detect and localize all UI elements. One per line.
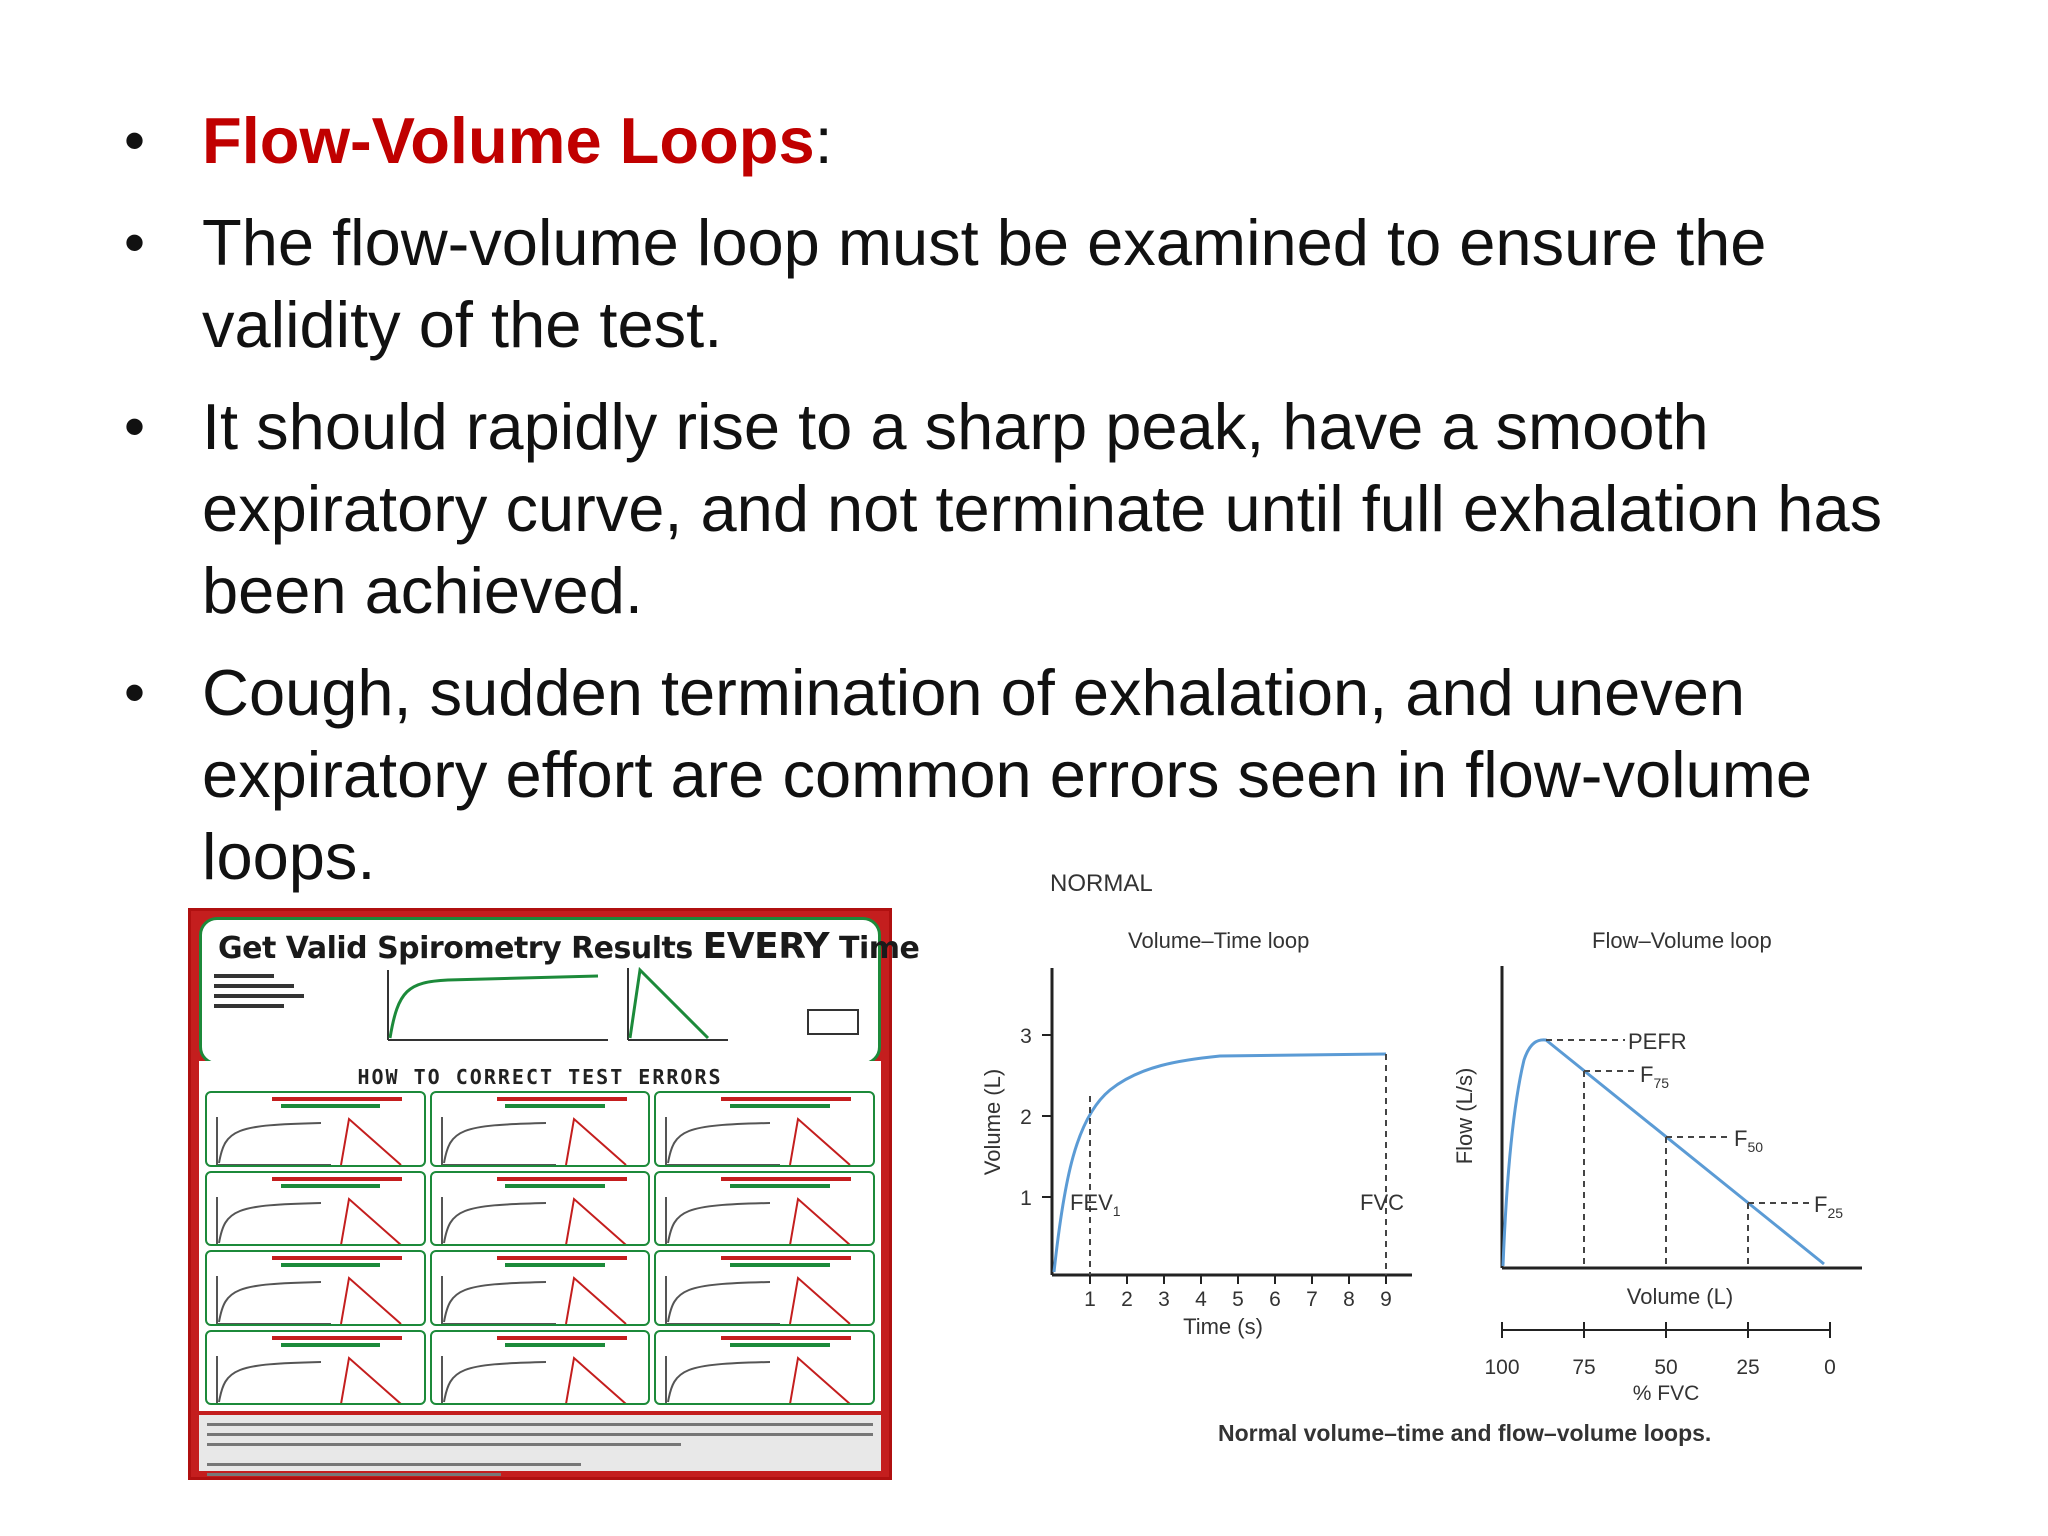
- figure-heading: NORMAL: [1050, 870, 1153, 897]
- y-tick-1: 1: [1020, 1187, 1032, 1210]
- normal-loops-figure: [960, 860, 1960, 1420]
- flow-volume-curve: [1503, 1040, 1824, 1266]
- bullet-item: [120, 386, 1980, 632]
- bullet-marker: •: [124, 393, 146, 460]
- poster-title: Get Valid Spirometry Results EVERY Time: [218, 926, 920, 967]
- bullet-list: [120, 100, 1980, 918]
- error-cell: [430, 1330, 651, 1406]
- poster-header-graphics: [208, 960, 868, 1060]
- bullet-text: Cough, sudden termination of exhalation, and uneven expiratory effort are common errors seen in flow-volume loops.: [202, 656, 1812, 893]
- error-cell: [205, 1091, 426, 1167]
- error-cell: [430, 1250, 651, 1326]
- fvc-label: FVC: [1360, 1190, 1404, 1215]
- flow-volume-title: Flow–Volume loop: [1592, 928, 1772, 953]
- x-tick-4: 4: [1195, 1288, 1207, 1311]
- x-tick-8: 8: [1343, 1288, 1355, 1311]
- spirometry-poster: [188, 908, 920, 1480]
- bullet-marker: •: [124, 107, 146, 174]
- heading-colon: :: [814, 104, 833, 177]
- section-heading: Flow-Volume Loops: [202, 104, 815, 177]
- x-tick-6: 6: [1269, 1288, 1281, 1311]
- error-cell: [205, 1330, 426, 1406]
- volume-time-xlabel: Time (s): [1183, 1314, 1263, 1339]
- bullet-marker: •: [124, 209, 146, 276]
- bullet-text: It should rapidly rise to a sharp peak, have a smooth expiratory curve, and not terminate until full exhalation has been achieved.: [202, 390, 1883, 627]
- error-cell: [654, 1171, 875, 1247]
- error-cell: [205, 1250, 426, 1326]
- flow-volume-ylabel: Flow (L/s): [1452, 1067, 1477, 1165]
- y-tick-2: 2: [1020, 1106, 1032, 1129]
- error-cell: [430, 1171, 651, 1247]
- volume-time-axes: [1052, 968, 1412, 1275]
- flow-volume-xlabel: Volume (L): [1626, 1284, 1734, 1309]
- x-tick-2: 2: [1121, 1288, 1133, 1311]
- pct-tick-0: 0: [1824, 1356, 1836, 1379]
- f50-label: $F_{50}$: [1734, 1126, 1764, 1155]
- poster-errors-panel: [199, 1061, 881, 1411]
- pct-tick-100: 100: [1484, 1356, 1520, 1379]
- bullet-item-heading: [120, 100, 1980, 182]
- bullet-item: [120, 202, 1980, 366]
- x-tick-9: 9: [1380, 1288, 1392, 1311]
- pct-fvc-label: % FVC: [1632, 1382, 1700, 1405]
- error-cell: [430, 1091, 651, 1167]
- pct-tick-75: 75: [1572, 1356, 1596, 1379]
- pefr-label: PEFR: [1628, 1029, 1687, 1054]
- pct-tick-50: 50: [1654, 1356, 1678, 1379]
- f25-label: $F_{25}$: [1814, 1192, 1844, 1221]
- poster-subtitle: HOW TO CORRECT TEST ERRORS: [357, 1065, 723, 1089]
- error-cell: [654, 1091, 875, 1167]
- bullet-marker: •: [124, 659, 146, 726]
- f75-label: $F_{75}$: [1640, 1062, 1670, 1091]
- figure-caption: Normal volume–time and flow–volume loops.: [1218, 1420, 1712, 1446]
- bullet-text: The flow-volume loop must be examined to ensure the validity of the test.: [202, 206, 1767, 361]
- error-cell: [654, 1330, 875, 1406]
- volume-time-title: Volume–Time loop: [1128, 928, 1310, 953]
- error-cell: [205, 1171, 426, 1247]
- x-tick-1: 1: [1084, 1288, 1096, 1311]
- x-tick-5: 5: [1232, 1288, 1244, 1311]
- y-tick-3: 3: [1020, 1025, 1032, 1048]
- volume-time-ylabel: Volume (L): [980, 1068, 1005, 1176]
- flow-volume-axes: [1502, 966, 1862, 1268]
- poster-footer: [199, 1415, 881, 1471]
- volume-time-curve: [1054, 1054, 1386, 1272]
- x-tick-7: 7: [1306, 1288, 1318, 1311]
- poster-header: [199, 917, 920, 1065]
- error-cell: [654, 1250, 875, 1326]
- error-grid: [205, 1091, 875, 1405]
- fev1-label: $FEV_1$: [1070, 1190, 1121, 1219]
- x-tick-3: 3: [1158, 1288, 1170, 1311]
- pct-tick-25: 25: [1736, 1356, 1760, 1379]
